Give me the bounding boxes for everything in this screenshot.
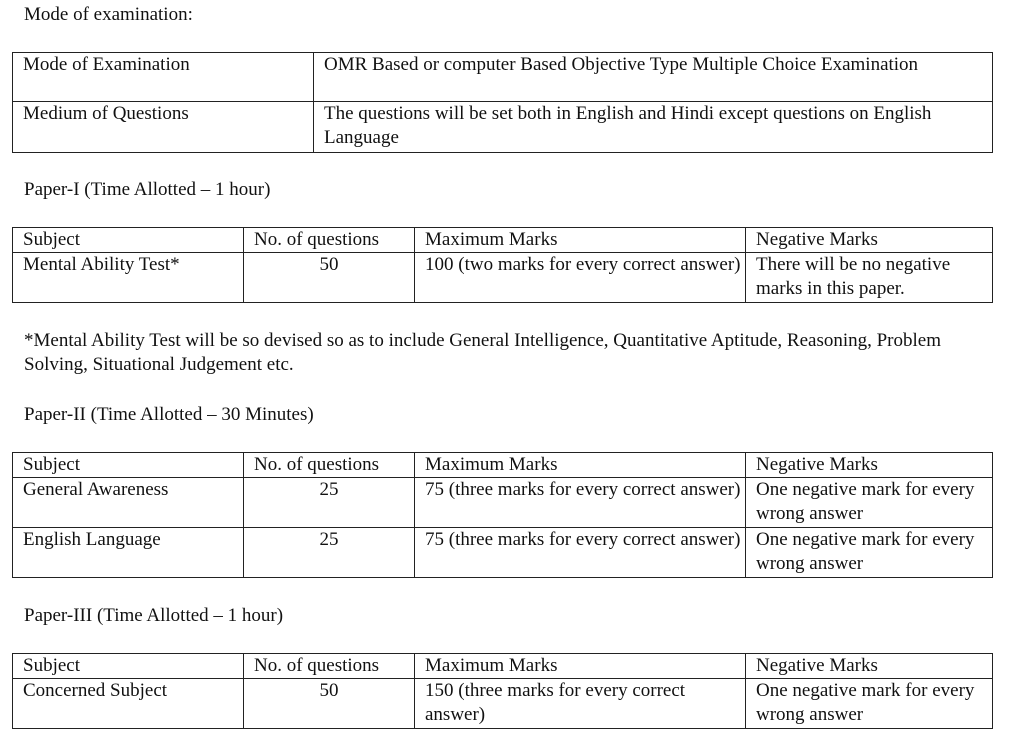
medium-value: The questions will be set both in English and Hindi except questions on English Language — [314, 102, 993, 153]
paper1-heading: Paper-I (Time Allotted – 1 hour) — [24, 179, 271, 200]
cell-subject: Concerned Subject — [13, 679, 244, 729]
header-questions: No. of questions — [244, 654, 415, 679]
paper3-heading: Paper-III (Time Allotted – 1 hour) — [24, 605, 284, 626]
cell-questions: 50 — [244, 679, 415, 729]
header-max-marks: Maximum Marks — [415, 228, 746, 253]
cell-negative-marks: One negative mark for every wrong answer — [746, 528, 993, 578]
mode-heading: Mode of examination: — [24, 4, 193, 25]
mental-ability-note: *Mental Ability Test will be so devised so as to include General Intelligence, Quantitative Aptitude, Reasoning, Problem Solving, Situational Judgement etc. — [24, 330, 942, 375]
table-header-row — [13, 654, 993, 679]
table-header-row — [13, 228, 993, 253]
mode-table — [12, 52, 993, 153]
header-negative-marks: Negative Marks — [746, 453, 993, 478]
cell-questions: 25 — [244, 478, 415, 528]
header-subject: Subject — [13, 654, 244, 679]
cell-max-marks: 75 (three marks for every correct answer) — [415, 478, 746, 528]
cell-subject: General Awareness — [13, 478, 244, 528]
cell-max-marks: 75 (three marks for every correct answer) — [415, 528, 746, 578]
header-subject: Subject — [13, 228, 244, 253]
header-questions: No. of questions — [244, 453, 415, 478]
cell-subject: Mental Ability Test* — [13, 253, 244, 303]
cell-subject: English Language — [13, 528, 244, 578]
table-row — [13, 679, 993, 729]
table-header-row — [13, 453, 993, 478]
paper1-table — [12, 227, 993, 303]
header-questions: No. of questions — [244, 228, 415, 253]
table-row — [13, 102, 993, 153]
cell-negative-marks: There will be no negative marks in this paper. — [746, 253, 993, 303]
cell-max-marks: 100 (two marks for every correct answer) — [415, 253, 746, 303]
paper2-table — [12, 452, 993, 578]
cell-questions: 25 — [244, 528, 415, 578]
paper3-table — [12, 653, 993, 729]
cell-max-marks: 150 (three marks for every correct answer) — [415, 679, 746, 729]
mode-label: Mode of Examination — [13, 53, 314, 102]
cell-negative-marks: One negative mark for every wrong answer — [746, 679, 993, 729]
header-negative-marks: Negative Marks — [746, 654, 993, 679]
cell-questions: 50 — [244, 253, 415, 303]
paper2-heading: Paper-II (Time Allotted – 30 Minutes) — [24, 404, 314, 425]
header-max-marks: Maximum Marks — [415, 453, 746, 478]
mode-value: OMR Based or computer Based Objective Type Multiple Choice Examination — [314, 53, 993, 102]
header-max-marks: Maximum Marks — [415, 654, 746, 679]
table-row — [13, 53, 993, 102]
header-subject: Subject — [13, 453, 244, 478]
medium-label: Medium of Questions — [13, 102, 314, 153]
table-row — [13, 253, 993, 303]
table-row — [13, 478, 993, 528]
cell-negative-marks: One negative mark for every wrong answer — [746, 478, 993, 528]
header-negative-marks: Negative Marks — [746, 228, 993, 253]
table-row — [13, 528, 993, 578]
